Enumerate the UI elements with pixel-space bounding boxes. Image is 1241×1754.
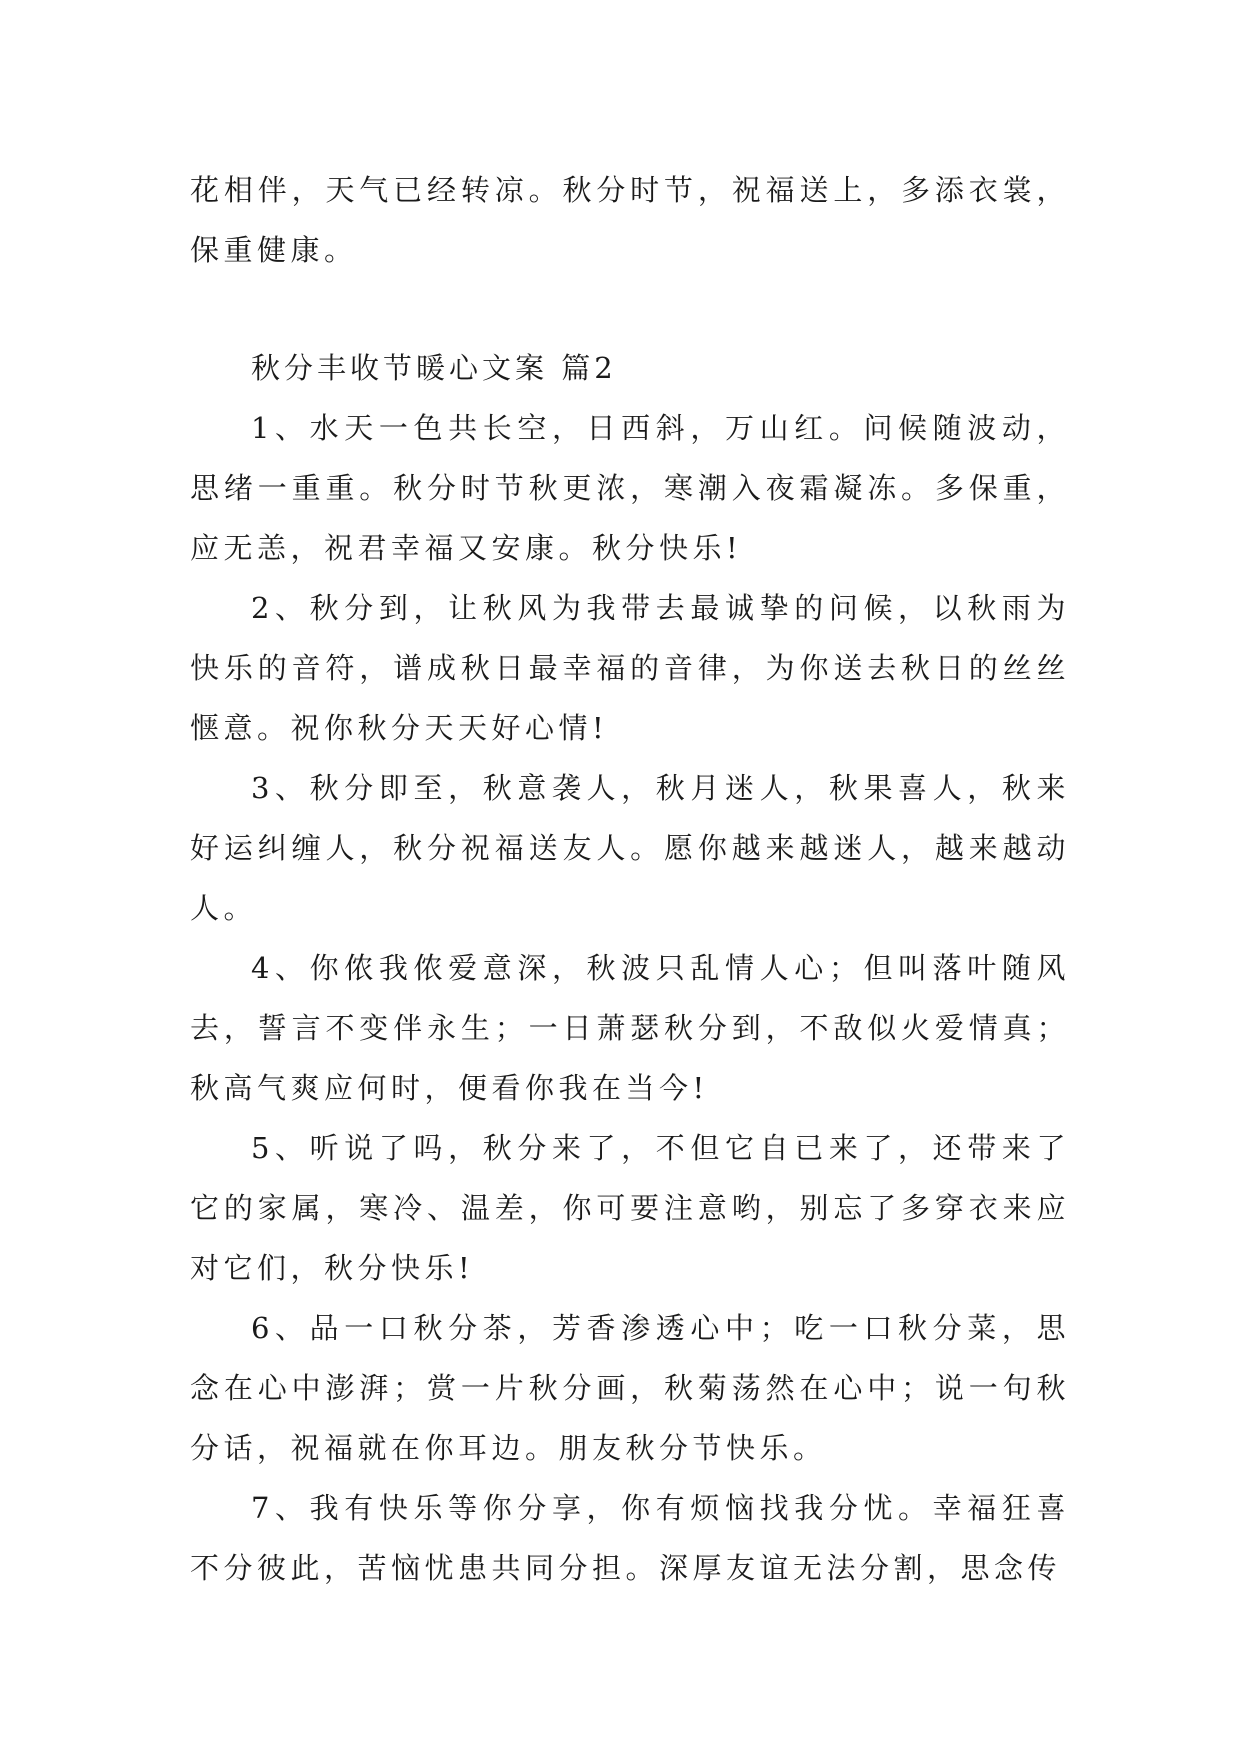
document-page [190,160,1070,1598]
paragraph-item-3: 3、秋分即至，秋意袭人，秋月迷人，秋果喜人，秋来好运纠缠人，秋分祝福送友人。愿你越来越迷人，越来越动人。 [190,771,1070,925]
paragraph-item-7: 7、我有快乐等你分享，你有烦恼找我分忧。幸福狂喜不分彼此，苦恼忧患共同分担。深厚友谊无法分割，思念传 [190,1491,1070,1585]
paragraph-item-1: 1、水天一色共长空，日西斜，万山红。问候随波动，思绪一重重。秋分时节秋更浓，寒潮入夜霜凝冻。多保重，应无恙，祝君幸福又安康。秋分快乐! [190,411,1070,565]
paragraph-item-2: 2、秋分到，让秋风为我带去最诚挚的问候，以秋雨为快乐的音符，谱成秋日最幸福的音律，为你送去秋日的丝丝惬意。祝你秋分天天好心情! [190,591,1070,745]
paragraph-item-4: 4、你侬我侬爱意深，秋波只乱情人心；但叫落叶随风去，誓言不变伴永生；一日萧瑟秋分到，不敌似火爱情真；秋高气爽应何时，便看你我在当今! [190,951,1070,1105]
section-heading: 秋分丰收节暖心文案 篇2 [251,351,617,385]
paragraph-item-6: 6、品一口秋分茶，芳香渗透心中；吃一口秋分菜，思念在心中澎湃；赏一片秋分画，秋菊荡然在心中；说一句秋分话，祝福就在你耳边。朋友秋分节快乐。 [190,1311,1070,1465]
paragraph-item-5: 5、听说了吗，秋分来了，不但它自已来了，还带来了它的家属，寒冷、温差，你可要注意哟，别忘了多穿衣来应对它们，秋分快乐! [190,1131,1070,1285]
continuation-paragraph: 花相伴，天气已经转凉。秋分时节，祝福送上，多添衣裳，保重健康。 [190,173,1070,267]
